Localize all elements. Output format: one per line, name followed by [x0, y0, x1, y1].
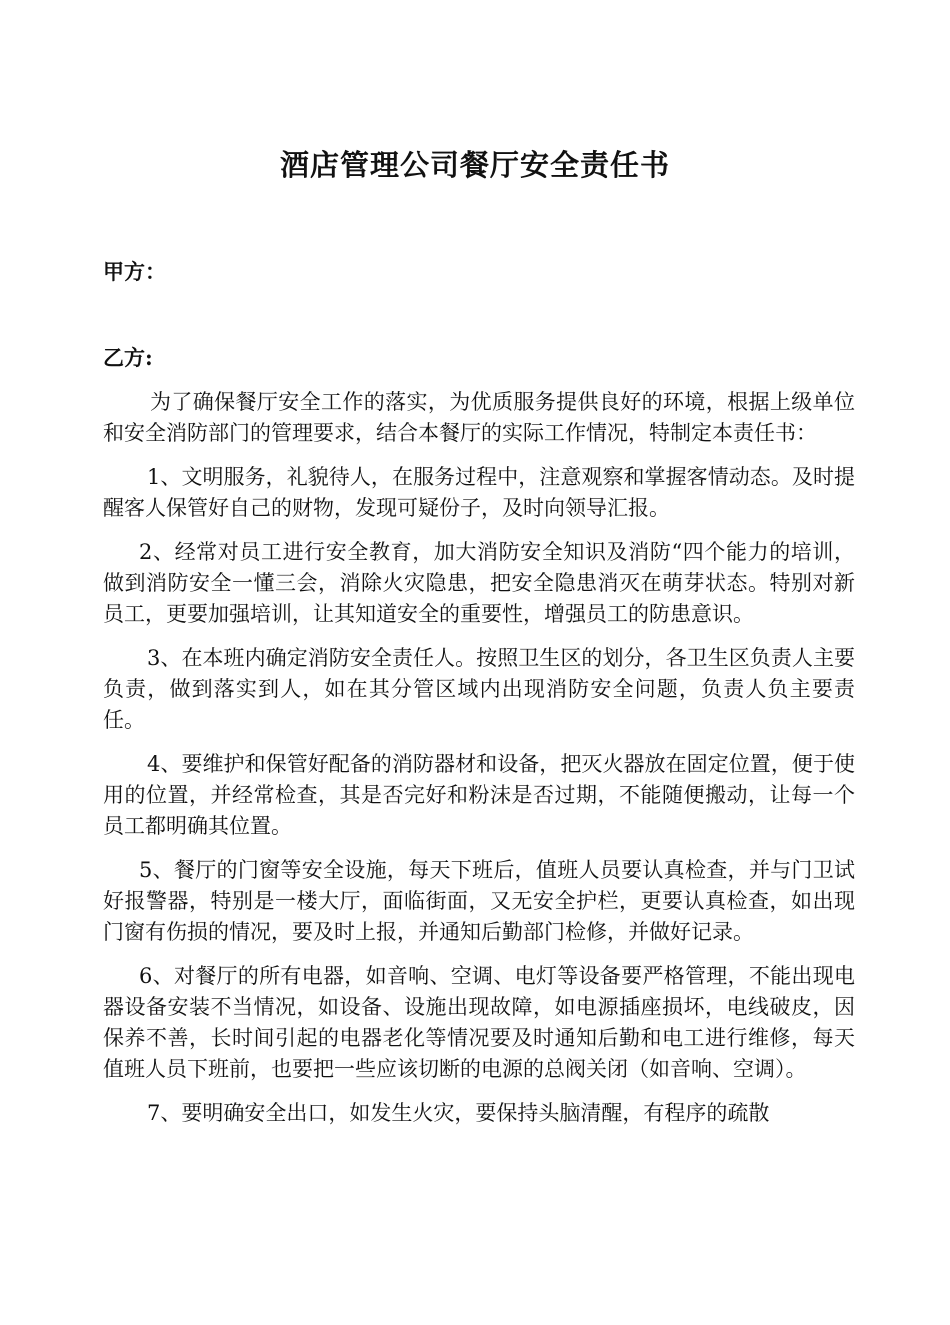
document-body	[103, 387, 855, 1142]
intro-paragraph: 为了确保餐厅安全工作的落实，为优质服务提供良好的环境，根据上级单位和安全消防部门的管理要求，结合本餐厅的实际工作情况，特制定本责任书：	[103, 390, 855, 445]
clause-2: 2、经常对员工进行安全教育，加大消防安全知识及消防“四个能力的培训，做到消防安全一懂三会，消除火灾隐患，把安全隐患消灭在萌芽状态。特别对新员工，更要加强培训，让其知道安全的重要性，增强员工的防患意识。	[103, 540, 855, 626]
clause-7: 7、要明确安全出口，如发生火灾，要保持头脑清醒，有程序的疏散	[147, 1101, 770, 1125]
clause-6: 6、对餐厅的所有电器，如音响、空调、电灯等设备要严格管理，不能出现电器设备安装不当情况，如设备、设施出现故障，如电源插座损坏，电线破皮，因保养不善，长时间引起的电器老化等情况要及时通知后勤和电工进行维修，每天值班人员下班前，也要把一些应该切断的电源的总阀关闭（如音响、空调）。	[103, 964, 855, 1081]
clause-3: 3、在本班内确定消防安全责任人。按照卫生区的划分，各卫生区负责人主要负责，做到落实到人，如在其分管区域内出现消防安全问题，负责人负主要责任。	[103, 646, 855, 732]
clause-4: 4、要维护和保管好配备的消防器材和设备，把灭火器放在固定位置，便于使用的位置，并经常检查，其是否完好和粉沫是否过期，不能随便搬动，让每一个员工都明确其位置。	[103, 752, 855, 838]
party-a-label: 甲方：	[103, 259, 166, 284]
document-title: 酒店管理公司餐厅安全责任书	[279, 148, 670, 182]
party-b-label: 乙方:	[103, 345, 153, 370]
clause-1: 1、文明服务，礼貌待人，在服务过程中，注意观察和掌握客情动态。及时提醒客人保管好自己的财物，发现可疑份子，及时向领导汇报。	[103, 465, 855, 520]
clause-5: 5、餐厅的门窗等安全设施，每天下班后，值班人员要认真检查，并与门卫试好报警器，特别是一楼大厅，面临街面，又无安全护栏，更要认真检查，如出现门窗有伤损的情况，要及时上报，并通知后勤部门检修，并做好记录。	[103, 858, 855, 944]
